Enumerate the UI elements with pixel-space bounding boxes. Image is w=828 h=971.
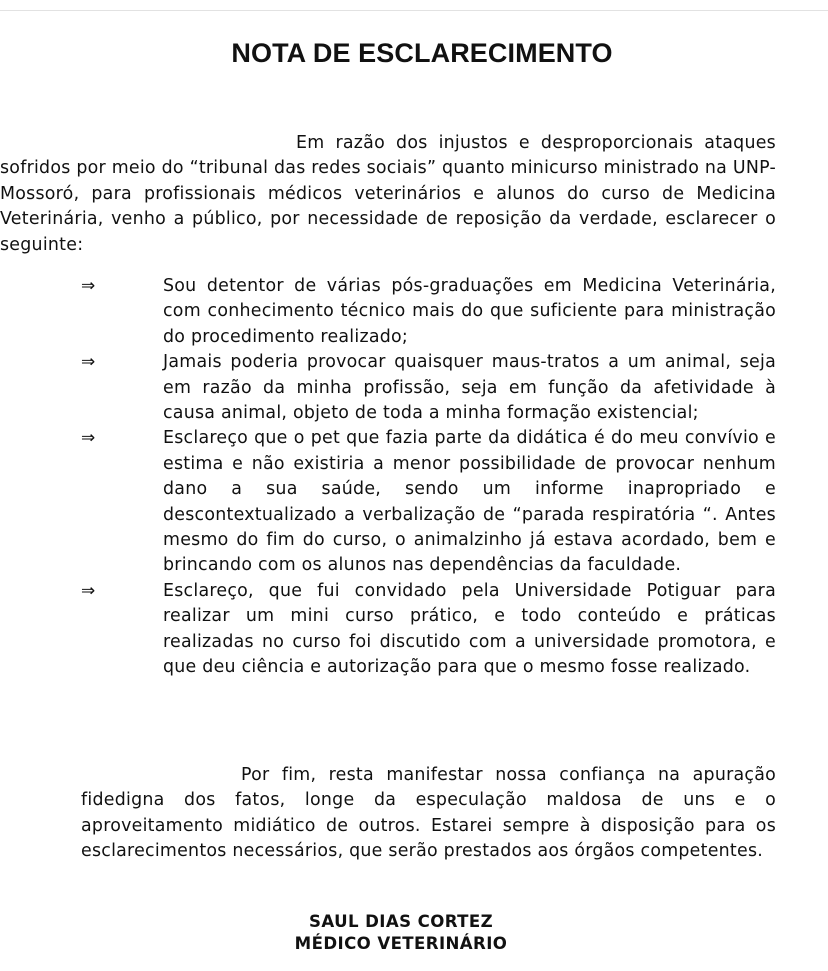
list-item-text: Sou detentor de várias pós-graduações em Medicina Veterinária, com conhecimento técnico mais do que suficiente para ministração do procedimento realizado; (163, 276, 776, 347)
double-arrow-icon: ⇒ (81, 580, 96, 601)
top-divider (0, 10, 828, 11)
clarification-list (0, 274, 828, 681)
signature-name: SAUL DIAS CORTEZ (308, 912, 494, 931)
closing-paragraph: Por fim, resta manifestar nossa confiança na apuração fidedigna dos fatos, longe da especulação maldosa de uns e o aproveitamento midiático de outros. Estarei sempre à disposição para os esclarecimentos necessários, que serão prestados aos órgãos competentes. (81, 765, 776, 862)
intro-paragraph: Em razão dos injustos e desproporcionais ataques sofridos por meio do “tribunal das redes sociais” quanto minicurso ministrado na UNP-Mossoró, para profissionais médicos veterinários e alunos do curso de Medicina Veterinária, venho a público, por necessidade de reposição da verdade, esclarecer o seguinte: (0, 133, 776, 255)
signature-role: MÉDICO VETERINÁRIO (294, 934, 508, 953)
list-item (0, 274, 776, 350)
double-arrow-icon: ⇒ (81, 276, 96, 296)
list-item (0, 350, 776, 426)
double-arrow-icon: ⇒ (81, 352, 96, 373)
document-title: NOTA DE ESCLARECIMENTO (231, 38, 613, 68)
double-arrow-icon: ⇒ (81, 428, 96, 449)
list-item-text: Jamais poderia provocar quaisquer maus-tratos a um animal, seja em razão da minha profissão, seja em função da afetividade à causa animal, objeto de toda a minha formação existencial; (163, 352, 776, 424)
list-item-text: Esclareço, que fui convidado pela Universidade Potiguar para realizar um mini curso prático, e todo conteúdo e práticas realizadas no curso foi discutido com a universidade promotora, e que deu ciência e autorização para que o mesmo fosse realizado. (163, 580, 776, 678)
list-item (0, 426, 776, 578)
list-item (0, 579, 776, 681)
list-item-text: Esclareço que o pet que fazia parte da didática é do meu convívio e estima e não existiria a menor possibilidade de provocar nenhum dano a sua saúde, sendo um informe inapropriado e descontextualizado a verbalização de “parada respiratória “. Antes mesmo do fim do curso, o animalzinho já estava acordado, bem e brincando com os alunos nas dependências da faculdade. (163, 428, 776, 576)
